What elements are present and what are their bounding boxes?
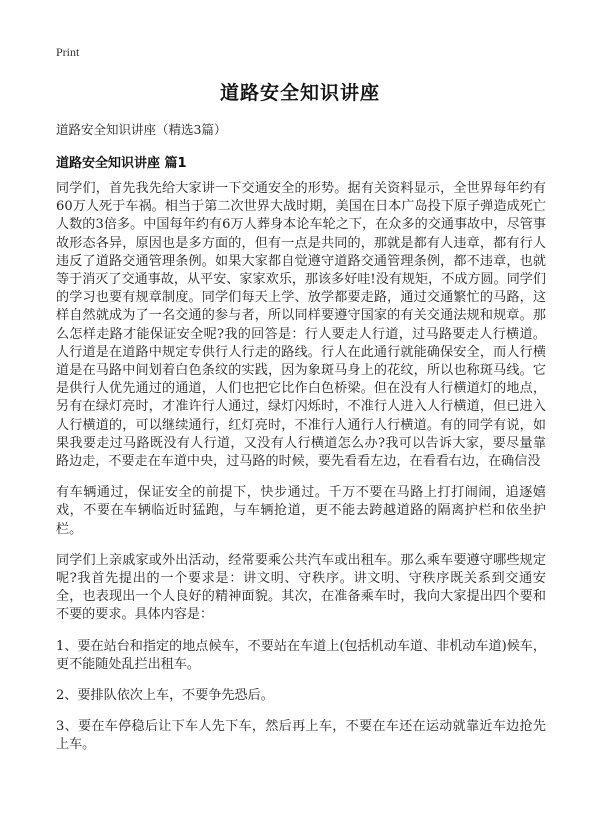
section-heading: 道路安全知识讲座 篇1 <box>56 156 187 171</box>
document-subtitle: 道路安全知识讲座（精选3篇） <box>56 122 227 137</box>
paragraph: 3、要在车停稳后让下车人先下车，然后再上车，不要在车还在运动就靠近车边抢先上车。 <box>56 719 546 753</box>
paragraph: 1、要在站台和指定的地点候车，不要站在车道上(包括机动车道、非机动车道)候车，更不能随处乱拦出租车。 <box>56 638 546 672</box>
paragraph: 有车辆通过，保证安全的前提下，快步通过。千万不要在马路上打打闹闹，追逐嬉戏，不要在车辆临近时猛跑，与车辆抢道，更不能去跨越道路的隔离护栏和依坐护栏。 <box>56 485 546 537</box>
document-body <box>56 180 546 768</box>
document-title: 道路安全知识讲座 <box>219 82 380 104</box>
print-label: Print <box>56 45 80 59</box>
paragraph: 同学们，首先我先给大家讲一下交通安全的形势。据有关资料显示，全世界每年约有60万人死于车祸。相当于第二次世界大战时期，美国在日本广岛投下原子弹造成死亡人数的3倍多。中国每年约有6万人葬身本论车轮之下，在众多的交通事故中，尽管事故形态各异，原因也是多方面的，但有一点是共同的，那就是都有人违章，都有行人违反了道路交通管理条例。如果大家都自觉遵守道路交通管理条例，都不违章，也就等于消灭了交通事故，从平安、家家欢乐，那该多好哇!没有规矩，不成方圆。同学们的学习也要有规章制度。同学们每天上学、放学都要走路，通过交通繁忙的马路，这样自然就成为了一名交通的参与者，所以同样要遵守国家的有关交通法规和规章。那么怎样走路才能保证安全呢?我的回答是：行人要走人行道，过马路要走人行横道。人行道是在道路中规定专供行人行走的路线。行人在此通行就能确保安全，而人行横道是在马路中间划着白色条纹的实践，因为象斑马身上的花纹，所以也称斑马线。它是供行人优先通过的通道，人们也把它比作白色桥梁。但在没有人行横道灯的地点，另有在绿灯亮时，才准许行人通过，绿灯闪烁时，不准行人进入人行横道，但已进入人行横道的，可以继续通行，红灯亮时，不准行人通行人行横道。有的同学有说，如果我要走过马路既没有人行道，又没有人行横道怎么办?我可以告诉大家，要尽量靠路边走，不要走在车道中央，过马路的时候，要先看看左边，在看看右边，在确信没 <box>56 181 546 470</box>
paragraph: 2、要排队依次上车，不要争先恐后。 <box>56 688 274 704</box>
paragraph: 同学们上亲戚家或外出活动，经常要乘公共汽车或出租车。那么乘车要遵守哪些规定呢?我首先提出的一个要求是：讲文明、守秩序。讲文明、守秩序既关系到交通安全，也表现出一个人良好的精神面貌。其次，在准备乘车时，我向大家提出四个要和不要的要求。具体内容是： <box>56 552 546 623</box>
